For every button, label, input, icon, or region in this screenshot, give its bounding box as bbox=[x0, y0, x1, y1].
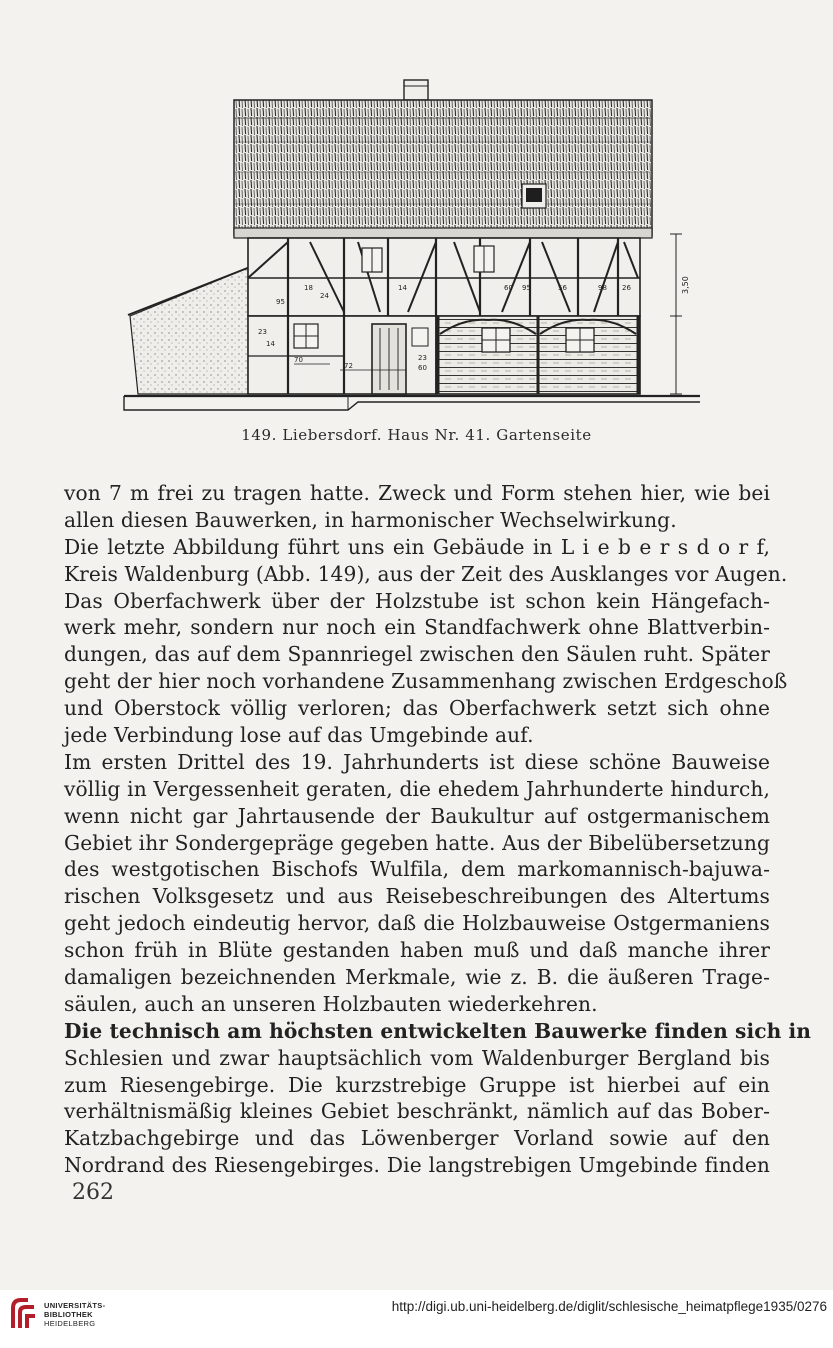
svg-text:98: 98 bbox=[598, 284, 607, 292]
text-line: dungen, das auf dem Spannriegel zwischen den Säulen ruht. Später bbox=[64, 642, 770, 667]
text-line: schon früh in Blüte gestanden haben muß und daß manche ihrer bbox=[64, 938, 770, 963]
svg-text:60: 60 bbox=[504, 284, 513, 292]
svg-text:14: 14 bbox=[398, 284, 407, 292]
svg-text:95: 95 bbox=[276, 298, 285, 306]
text-line: Schlesien und zwar hauptsächlich vom Waldenburger Bergland bis bbox=[64, 1045, 770, 1070]
library-logo-icon[interactable] bbox=[8, 1296, 38, 1332]
svg-text:26: 26 bbox=[622, 284, 631, 292]
source-url-link[interactable]: http://digi.ub.uni-heidelberg.de/diglit/schlesische_heimatpflege1935/0276 bbox=[391, 1299, 827, 1314]
svg-text:23: 23 bbox=[418, 354, 427, 362]
library-name-line2: BIBLIOTHEK bbox=[44, 1310, 93, 1319]
svg-text:18: 18 bbox=[304, 284, 313, 292]
library-name-line1: UNIVERSITÄTS- bbox=[44, 1301, 106, 1310]
svg-text:14: 14 bbox=[266, 340, 275, 348]
text-line: damaligen bezeichnenden Merkmale, wie z. B. die äußeren Trage- bbox=[64, 965, 770, 990]
svg-text:56: 56 bbox=[558, 284, 567, 292]
text-line: werk mehr, sondern nur noch ein Standfachwerk ohne Blattverbin- bbox=[64, 615, 770, 640]
text-line: geht der hier noch vorhandene Zusammenhang zwischen Erdgeschoß bbox=[64, 669, 788, 694]
text-line: rischen Volksgesetz und aus Reisebeschreibungen des Altertums bbox=[64, 884, 770, 909]
svg-text:60: 60 bbox=[418, 364, 427, 372]
text-line: Gebiet ihr Sondergepräge gegeben hatte. Aus der Bibelübersetzung bbox=[64, 830, 770, 855]
svg-text:72: 72 bbox=[344, 362, 353, 370]
text-line: Die technisch am höchsten entwickelten Bauwerke finden sich in bbox=[64, 1018, 812, 1043]
text-line: völlig in Vergessenheit geraten, die ehedem Jahrhunderte hindurch, bbox=[64, 776, 770, 801]
dimension-label: 3,50 bbox=[681, 276, 690, 294]
text-line: des westgotischen Bischofs Wulfila, dem markomannisch-bajuwa- bbox=[64, 857, 770, 882]
library-name-line3: HEIDELBERG bbox=[44, 1319, 96, 1328]
text-line: wenn nicht gar Jahrtausende der Baukultur auf ostgermanischem bbox=[64, 803, 770, 828]
text-line: jede Verbindung lose auf das Umgebinde auf. bbox=[64, 723, 534, 748]
text-line: Katzbachgebirge und das Löwenberger Vorland sowie auf den bbox=[64, 1126, 770, 1151]
figure-caption: 149. Liebersdorf. Haus Nr. 41. Gartenseite bbox=[241, 426, 592, 444]
body-text bbox=[64, 480, 812, 1179]
text-line: zum Riesengebirge. Die kurzstrebige Gruppe ist hierbei auf ein bbox=[64, 1072, 770, 1097]
svg-text:24: 24 bbox=[320, 292, 329, 300]
page-number: 262 bbox=[72, 1180, 114, 1205]
footer-bar bbox=[0, 1290, 833, 1348]
text-line: Im ersten Drittel des 19. Jahrhunderts ist diese schöne Bauweise bbox=[64, 749, 770, 774]
text-line: Die letzte Abbildung führt uns ein Gebäude in L i e b e r s d o r f, bbox=[64, 534, 770, 559]
text-line: von 7 m frei zu tragen hatte. Zweck und Form stehen hier, wie bei bbox=[64, 481, 770, 505]
svg-text:23: 23 bbox=[258, 328, 267, 336]
text-line: Nordrand des Riesengebirges. Die langstrebigen Umgebinde finden bbox=[64, 1153, 770, 1178]
text-line: säulen, auch an unseren Holzbauten wiederkehren. bbox=[64, 991, 598, 1016]
library-name bbox=[44, 1301, 105, 1328]
text-line: verhältnismäßig kleines Gebiet beschränkt, nämlich auf das Bober- bbox=[64, 1099, 770, 1124]
text-line: allen diesen Bauwerken, in harmonischer Wechselwirkung. bbox=[64, 507, 677, 532]
svg-text:70: 70 bbox=[294, 356, 303, 364]
house-drawing-figure bbox=[118, 72, 708, 417]
text-line: und Oberstock völlig verloren; das Oberfachwerk setzt sich ohne bbox=[64, 696, 770, 721]
text-line: Kreis Waldenburg (Abb. 149), aus der Zeit des Ausklanges vor Augen. bbox=[64, 561, 788, 586]
text-line: geht jedoch eindeutig hervor, daß die Holzbauweise Ostgermaniens bbox=[64, 911, 770, 936]
svg-text:95: 95 bbox=[522, 284, 531, 292]
text-line: Das Oberfachwerk über der Holzstube ist schon kein Hängefach- bbox=[64, 588, 770, 613]
